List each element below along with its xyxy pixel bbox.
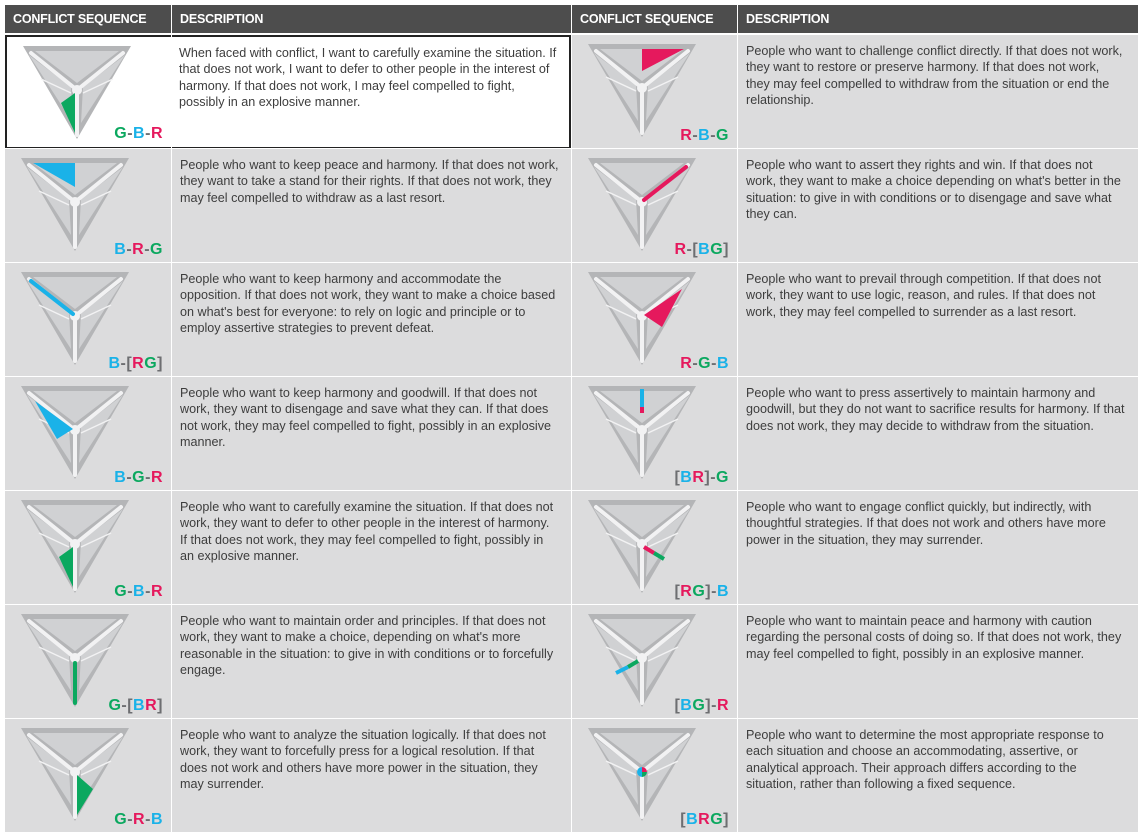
code-bracket: ] [723, 811, 729, 828]
code-letter-g: G [144, 355, 158, 372]
code-letter-g: G [108, 697, 122, 714]
header-description-left: DESCRIPTION [172, 5, 571, 33]
sequence-code [114, 469, 163, 487]
sequence-code [680, 127, 729, 145]
conflict-triangle-icon [586, 383, 698, 483]
sequence-description: People who want to carefully examine the situation. If that does not work, they want to defer to other people in the interest of harmony. If that does not work, they may feel compelled to fight, possibly in an explosive manner. [172, 491, 571, 605]
code-letter-b: B [114, 241, 127, 258]
code-bracket: ] [157, 355, 163, 372]
sequence-description: People who want to assert they rights and win. If that does not work, they want to make a choice depending on what's better in the situation: to give in with conditions or to disengage and save what they can. [738, 149, 1138, 263]
sequence-code [108, 697, 163, 715]
conflict-triangle-icon [19, 611, 131, 711]
code-dash: - [711, 583, 717, 600]
conflict-triangle-icon [586, 611, 698, 711]
sequence-icon-cell [5, 491, 171, 605]
sequence-code [114, 241, 163, 259]
code-dash: - [686, 241, 693, 258]
sequence-icon-cell [5, 719, 171, 833]
code-bracket: ] [157, 697, 163, 714]
sequence-icon-cell [5, 377, 171, 491]
header-description-right: DESCRIPTION [738, 5, 1138, 33]
code-dash: - [144, 241, 151, 258]
sequence-indicator-mark [637, 767, 647, 777]
conflict-triangle-icon [586, 41, 698, 141]
code-letter-g: G [150, 241, 163, 258]
conflict-triangle-icon [19, 155, 131, 255]
code-bracket: [ [674, 697, 681, 714]
code-letter-g: G [114, 583, 128, 600]
code-letter-b: B [133, 583, 146, 600]
code-bracket: [ [127, 697, 134, 714]
code-dash: - [145, 583, 151, 600]
code-dash: - [126, 469, 133, 486]
sequence-code [674, 241, 729, 259]
sequence-description: When faced with conflict, I want to carefully examine the situation. If that does not work, I want to defer to other people in the interest of harmony. If that does not work, I may feel compelled to fight, possibly in an explosive manner. [172, 35, 571, 149]
column-divider [571, 35, 572, 833]
code-letter-b: B [716, 355, 729, 372]
code-letter-g: G [692, 697, 706, 714]
sequence-icon-cell [572, 377, 737, 491]
sequence-code [108, 355, 163, 373]
code-bracket: [ [674, 469, 681, 486]
sequence-description: People who want to prevail through competition. If that does not work, they want to use logic, reason, and rules. If that does not work, they may feel compelled to surrender as a last resort. [738, 263, 1138, 377]
conflict-triangle-icon [19, 269, 131, 369]
code-letter-r: R [680, 583, 693, 600]
code-letter-g: G [692, 583, 706, 600]
code-bracket: [ [674, 583, 681, 600]
sequence-code [674, 583, 729, 601]
sequence-code [680, 355, 729, 373]
code-letter-g: G [698, 355, 712, 372]
conflict-triangle-icon [586, 725, 698, 825]
code-letter-b: B [698, 241, 711, 258]
code-letter-r: R [680, 355, 693, 372]
sequence-description: People who want to press assertively to maintain harmony and goodwill, but they do not want to sacrifice results for harmony. If that does not work, they may decide to withdraw from the situation. [738, 377, 1138, 491]
code-bracket: [ [126, 355, 133, 372]
code-letter-r: R [132, 241, 145, 258]
sequence-description: People who want to determine the most appropriate response to each situation and choose an accommodating, assertive, or analytical approach. Their approach differs according to the situation, rather than following a fixed sequence. [738, 719, 1138, 833]
sequence-icon-cell [5, 605, 171, 719]
sequence-icon-cell [5, 263, 171, 377]
code-letter-g: G [716, 469, 729, 486]
code-letter-r: R [150, 125, 163, 142]
sequence-code [674, 697, 729, 715]
code-bracket: [ [692, 241, 699, 258]
code-dash: - [120, 355, 127, 372]
code-dash: - [145, 811, 151, 828]
sequence-icon-cell [5, 35, 171, 149]
code-bracket: ] [723, 241, 729, 258]
sequence-description: People who want to engage conflict quickly, but indirectly, with thoughtful strategies. If that does not work and others have more power in the situation, they may surrender. [738, 491, 1138, 605]
code-letter-r: R [150, 469, 163, 486]
conflict-triangle-icon [19, 383, 131, 483]
code-letter-r: R [716, 697, 729, 714]
sequence-description: People who want to keep harmony and accommodate the opposition. If that does not work, they want to make a choice based on what's best for everyone: to rely on logic and principle or to employ assertive strategies to prevent defeat. [172, 263, 571, 377]
code-letter-r: R [133, 811, 146, 828]
sequence-icon-cell [572, 35, 737, 149]
code-letter-r: R [674, 241, 687, 258]
sequence-icon-cell [572, 491, 737, 605]
sequence-icon-cell [572, 149, 737, 263]
sequence-code [114, 125, 163, 143]
code-letter-b: B [133, 697, 146, 714]
sequence-description: People who want to keep harmony and goodwill. If that does not work, they want to disengage and save what they can. If that does not work, they may feel compelled to fight, possibly in an explosive manner. [172, 377, 571, 491]
conflict-sequence-table [5, 5, 1138, 833]
code-letter-g: G [132, 469, 146, 486]
code-bracket: ] [704, 469, 711, 486]
sequence-description: People who want to challenge conflict directly. If that does not work, they want to restore or preserve harmony. If that does not work, they may feel compelled to withdraw from the situation or end the relationship. [738, 35, 1138, 149]
code-letter-b: B [698, 127, 711, 144]
code-dash: - [692, 127, 699, 144]
conflict-triangle-icon [19, 725, 131, 825]
column-divider [737, 35, 738, 833]
code-letter-r: R [150, 583, 163, 600]
column-divider [171, 35, 172, 833]
code-dash: - [127, 583, 134, 600]
code-letter-g: G [716, 127, 729, 144]
code-dash: - [711, 355, 717, 372]
code-letter-r: R [680, 127, 693, 144]
code-bracket: ] [705, 583, 712, 600]
code-letter-r: R [145, 697, 158, 714]
sequence-code [674, 469, 729, 487]
code-bracket: [ [680, 811, 687, 828]
code-dash: - [121, 697, 128, 714]
code-letter-r: R [698, 811, 711, 828]
code-dash: - [145, 469, 151, 486]
code-letter-b: B [108, 355, 121, 372]
header-conflict-sequence-left: CONFLICT SEQUENCE [5, 5, 171, 33]
code-dash: - [692, 355, 699, 372]
code-letter-b: B [686, 811, 699, 828]
sequence-icon-cell [5, 149, 171, 263]
sequence-code [680, 811, 729, 829]
code-dash: - [145, 125, 151, 142]
header-conflict-sequence-right: CONFLICT SEQUENCE [572, 5, 737, 33]
sequence-description: People who want to maintain order and principles. If that does not work, they want to make a choice, depending on what's more reasonable in the situation: to give in with conditions or to forcefully engage. [172, 605, 571, 719]
conflict-triangle-icon [586, 269, 698, 369]
code-letter-g: G [114, 811, 128, 828]
code-letter-b: B [680, 697, 693, 714]
sequence-code [114, 583, 163, 601]
sequence-icon-cell [572, 263, 737, 377]
code-bracket: ] [705, 697, 712, 714]
code-letter-r: R [132, 355, 145, 372]
conflict-triangle-icon [586, 497, 698, 597]
sequence-description: People who want to analyze the situation logically. If that does not work, they want to forcefully press for a logical resolution. If that does not work and others have more power in the situation, they may surrender. [172, 719, 571, 833]
sequence-icon-cell [572, 719, 737, 833]
sequence-code [114, 811, 163, 829]
code-dash: - [127, 811, 134, 828]
code-dash: - [126, 241, 133, 258]
code-letter-b: B [716, 583, 729, 600]
code-letter-r: R [692, 469, 705, 486]
code-letter-b: B [133, 125, 146, 142]
code-letter-b: B [680, 469, 693, 486]
code-dash: - [710, 127, 717, 144]
sequence-icon-cell [572, 605, 737, 719]
conflict-triangle-icon [586, 155, 698, 255]
code-letter-g: G [710, 811, 724, 828]
code-dash: - [711, 697, 717, 714]
code-letter-b: B [114, 469, 127, 486]
code-letter-g: G [710, 241, 724, 258]
code-dash: - [710, 469, 717, 486]
sequence-description: People who want to maintain peace and harmony with caution regarding the personal costs of doing so. If that does not work, they may feel compelled to fight, possibly in an explosive manner. [738, 605, 1138, 719]
sequence-description: People who want to keep peace and harmony. If that does not work, they want to take a stand for their rights. If that does not work, they may feel compelled to withdraw as a last resort. [172, 149, 571, 263]
code-letter-g: G [114, 125, 128, 142]
conflict-triangle-icon [19, 497, 131, 597]
code-dash: - [127, 125, 134, 142]
code-letter-b: B [150, 811, 163, 828]
